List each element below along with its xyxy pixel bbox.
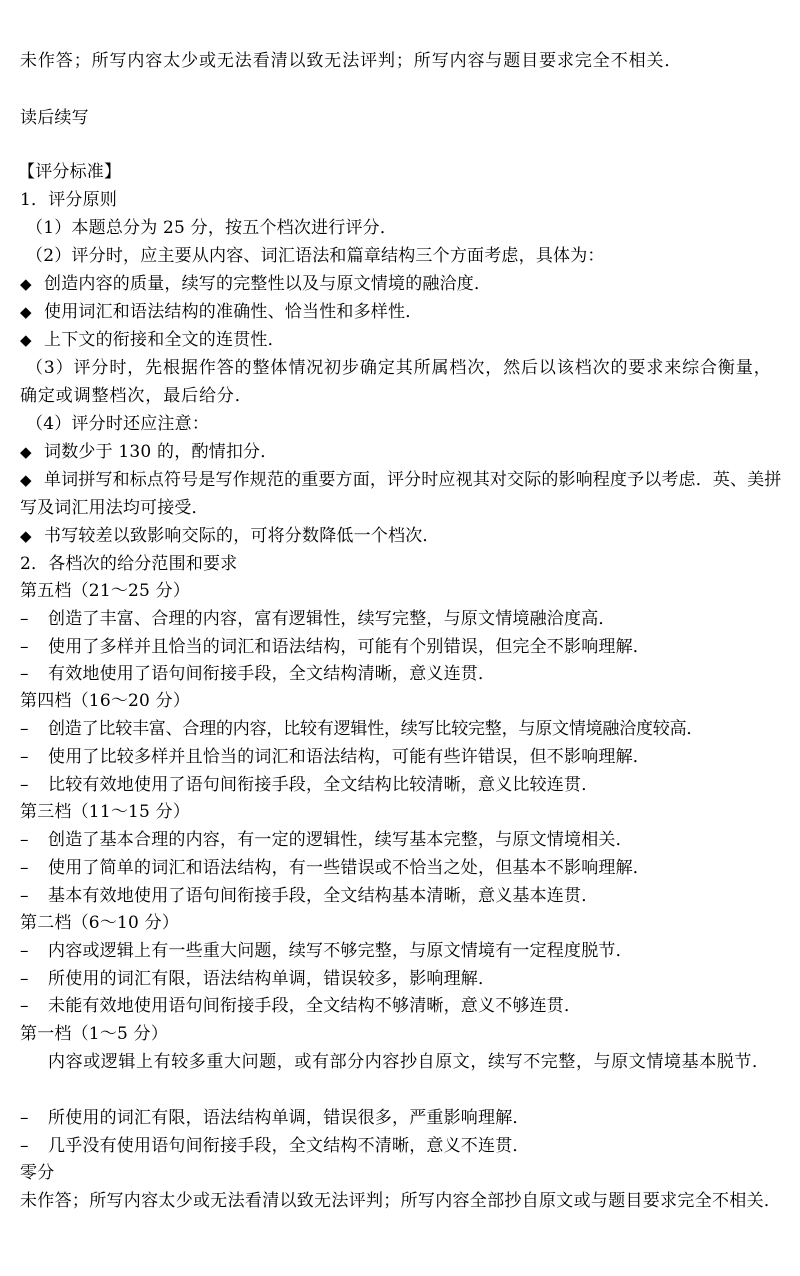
item-text: 几乎没有使用语句间衔接手段，全文结构不清晰，意义不连贯． [48,1136,530,1156]
item-text: 内容或逻辑上有一些重大问题，续写不够完整，与原文情境有一定程度脱节． [48,941,633,961]
bullet-text: 词数少于 130 的，酌情扣分． [44,442,278,462]
diamond-bullet-icon: ◆ [20,527,32,545]
grade-title-3: 第三档（11～15 分） [20,802,191,822]
grade-2-item-3 [20,996,782,1016]
principle-item-4: （4）评分时还应注意： [26,414,210,434]
criteria-title: 【评分标准】 [18,162,122,182]
principle-bullet-2 [20,302,782,322]
grade-5-item-2 [20,637,782,657]
grade-4-item-3 [20,775,782,795]
bullet-text: 使用词汇和语法结构的准确性、恰当性和多样性． [44,302,423,322]
dash-bullet: – [20,1108,29,1128]
dash-bullet: – [20,747,29,767]
dash-bullet: – [20,996,29,1016]
item-text: 创造了基本合理的内容，有一定的逻辑性，续写基本完整，与原文情境相关． [48,830,633,850]
principle-item-2: （2）评分时，应主要从内容、词汇语法和篇章结构三个方面考虑，具体为： [26,246,605,266]
grade-4-item-2 [20,747,782,767]
item-text: 未能有效地使用语句间衔接手段，全文结构不够清晰，意义不够连贯． [48,996,582,1016]
diamond-bullet-icon: ◆ [20,275,32,293]
grade-5-item-3 [20,664,782,684]
zero-score-note-top: 未作答；所写内容太少或无法看清以致无法评判；所写内容与题目要求完全不相关． [20,51,683,71]
grade-1-item-1 [20,1048,782,1076]
dash-bullet: – [20,1136,29,1156]
item-text: 使用了比较多样并且恰当的词汇和语法结构，可能有些许错误，但不影响理解． [48,747,650,767]
grade-3-item-2 [20,858,782,878]
grade-2-item-2 [20,969,782,989]
item-text: 有效地使用了语句间衔接手段，全文结构清晰，意义连贯． [48,664,496,684]
dash-bullet: – [20,775,29,795]
dash-bullet: – [20,941,29,961]
zero-score-text: 未作答；所写内容太少或无法看清以致无法评判；所写内容全部抄自原文或与题目要求完全不相关． [20,1191,782,1211]
item-text: 创造了比较丰富、合理的内容，比较有逻辑性，续写比较完整，与原文情境融洽度较高． [48,719,704,739]
grade-5-item-1 [20,609,782,629]
dash-bullet: – [20,664,29,684]
grade-3-item-1 [20,830,782,850]
dash-bullet: – [20,719,29,739]
grade-4-item-1 [20,719,782,739]
note-bullet-3 [20,526,782,546]
section-title: 读后续写 [20,108,89,128]
diamond-bullet-icon: ◆ [20,303,32,321]
item-text: 创造了丰富、合理的内容，富有逻辑性，续写完整，与原文情境融洽度高． [48,609,616,629]
grade-1-item-3 [20,1136,782,1156]
note-bullet-1 [20,442,782,462]
grade-title-zero: 零分 [20,1163,55,1183]
grade-title-2: 第二档（6～10 分） [20,913,180,933]
principle-item-3: （3）评分时，先根据作答的整体情况初步确定其所属档次，然后以该档次的要求来综合衡量，确定或调整档次，最后给分． [20,358,772,406]
grade-title-5: 第五档（21～25 分） [20,581,191,601]
item-text: 所使用的词汇有限，语法结构单调，错误很多，严重影响理解． [48,1108,530,1128]
dash-bullet: – [20,609,29,629]
grade-2-item-1 [20,941,782,961]
item-text: 内容或逻辑上有较多重大问题，或有部分内容抄自原文，续写不完整，与原文情境基本脱节． [48,1052,770,1072]
diamond-bullet-icon: ◆ [20,443,32,461]
item-text: 使用了简单的词汇和语法结构，有一些错误或不恰当之处，但基本不影响理解． [48,858,650,878]
bullet-text: 单词拼写和标点符号是写作规范的重要方面，评分时应视其对交际的影响程度予以考虑．英、美拼写及词汇用法均可接受． [20,470,782,518]
dash-bullet: – [20,969,29,989]
principle-bullet-1 [20,274,782,294]
item-text: 所使用的词汇有限，语法结构单调，错误较多，影响理解． [48,969,496,989]
principle-item-1: （1）本题总分为 25 分，按五个档次进行评分． [26,218,398,238]
diamond-bullet-icon: ◆ [20,471,32,489]
dash-bullet [20,1048,48,1076]
item-text: 基本有效地使用了语句间衔接手段，全文结构基本清晰，意义基本连贯． [48,886,599,906]
principle-bullet-3 [20,330,782,350]
dash-bullet: – [20,637,29,657]
item-text: 比较有效地使用了语句间衔接手段，全文结构比较清晰，意义比较连贯． [48,775,599,795]
grade-1-item-2 [20,1108,782,1128]
bullet-text: 上下文的衔接和全文的连贯性． [44,330,285,350]
grade-title-4: 第四档（16～20 分） [20,691,191,711]
dash-bullet: – [20,886,29,906]
bullet-text: 书写较差以致影响交际的，可将分数降低一个档次． [44,526,440,546]
principles-heading: 1．评分原则 [20,190,118,210]
bullet-text: 创造内容的质量，续写的完整性以及与原文情境的融洽度． [44,274,492,294]
item-text: 使用了多样并且恰当的词汇和语法结构，可能有个别错误，但完全不影响理解． [48,637,650,657]
grade-title-1: 第一档（1～5 分） [20,1024,169,1044]
dash-bullet: – [20,858,29,878]
grades-heading: 2．各档次的给分范围和要求 [20,554,238,574]
diamond-bullet-icon: ◆ [20,331,32,349]
note-bullet-2 [20,466,782,522]
grade-3-item-3 [20,886,782,906]
dash-bullet: – [20,830,29,850]
